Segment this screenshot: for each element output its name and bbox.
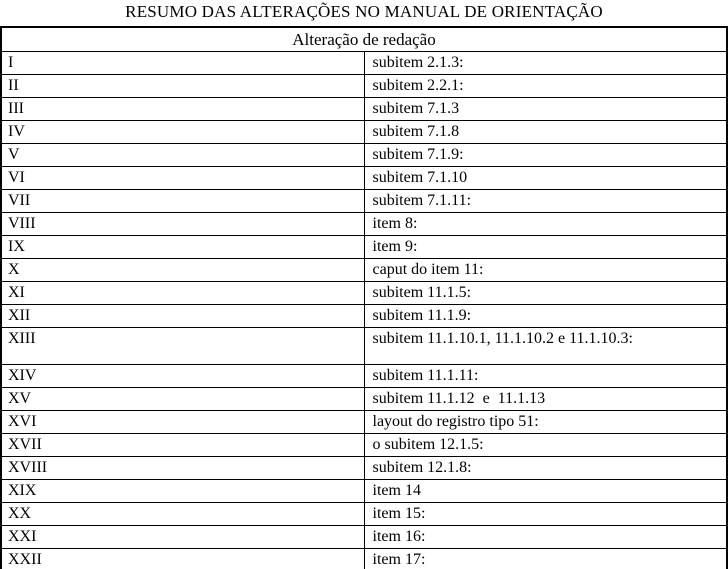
row-description: subitem 7.1.3: [364, 98, 727, 121]
table-row: [1, 503, 727, 526]
row-numeral: XIII: [1, 328, 364, 365]
alteracoes-table: [0, 26, 728, 569]
row-numeral: II: [1, 75, 364, 98]
table-row: [1, 167, 727, 190]
table-row: [1, 549, 727, 569]
table-header-row: [1, 27, 727, 52]
row-description: layout do registro tipo 51:: [364, 411, 727, 434]
row-description: subitem 11.1.12 e 11.1.13: [364, 388, 727, 411]
row-numeral: XI: [1, 282, 364, 305]
row-numeral: XIV: [1, 365, 364, 388]
table-row: [1, 365, 727, 388]
row-description: item 8:: [364, 213, 727, 236]
row-numeral: X: [1, 259, 364, 282]
table-row: [1, 434, 727, 457]
table-row: [1, 98, 727, 121]
row-numeral: XVI: [1, 411, 364, 434]
row-numeral: XVIII: [1, 457, 364, 480]
table-row: [1, 236, 727, 259]
row-description: subitem 2.2.1:: [364, 75, 727, 98]
table-body: [1, 52, 727, 569]
row-description: item 17:: [364, 549, 727, 569]
table-row: [1, 411, 727, 434]
table-row: [1, 457, 727, 480]
table-row: [1, 190, 727, 213]
row-description: item 9:: [364, 236, 727, 259]
row-description: subitem 11.1.5:: [364, 282, 727, 305]
row-description: item 15:: [364, 503, 727, 526]
row-numeral: XIX: [1, 480, 364, 503]
row-description: subitem 11.1.9:: [364, 305, 727, 328]
table-row: [1, 75, 727, 98]
row-numeral: XXI: [1, 526, 364, 549]
row-description: subitem 7.1.9:: [364, 144, 727, 167]
row-numeral: IX: [1, 236, 364, 259]
row-description: subitem 7.1.10: [364, 167, 727, 190]
row-description: subitem 7.1.8: [364, 121, 727, 144]
table-row: [1, 305, 727, 328]
row-numeral: IV: [1, 121, 364, 144]
row-numeral: VI: [1, 167, 364, 190]
row-numeral: XX: [1, 503, 364, 526]
row-description: subitem 7.1.11:: [364, 190, 727, 213]
row-numeral: XXII: [1, 549, 364, 569]
table-header-label: Alteração de redação: [1, 27, 727, 52]
row-numeral: VIII: [1, 213, 364, 236]
table-row: [1, 121, 727, 144]
row-description: subitem 12.1.8:: [364, 457, 727, 480]
page-title: RESUMO DAS ALTERAÇÕES NO MANUAL DE ORIENTAÇÃO: [125, 2, 603, 21]
table-row: [1, 282, 727, 305]
row-numeral: III: [1, 98, 364, 121]
row-numeral: XII: [1, 305, 364, 328]
table-row: [1, 388, 727, 411]
row-description: item 16:: [364, 526, 727, 549]
table-row: [1, 52, 727, 75]
row-numeral: XV: [1, 388, 364, 411]
row-numeral: VII: [1, 190, 364, 213]
table-row: [1, 259, 727, 282]
row-description: o subitem 12.1.5:: [364, 434, 727, 457]
table-row: [1, 480, 727, 503]
row-numeral: XVII: [1, 434, 364, 457]
row-description: subitem 2.1.3:: [364, 52, 727, 75]
row-description: caput do item 11:: [364, 259, 727, 282]
table-row: [1, 144, 727, 167]
table-row: [1, 526, 727, 549]
table-row: [1, 328, 727, 365]
row-description: subitem 11.1.10.1, 11.1.10.2 e 11.1.10.3:: [364, 328, 727, 365]
row-description: item 14: [364, 480, 727, 503]
row-numeral: V: [1, 144, 364, 167]
row-description: subitem 11.1.11:: [364, 365, 727, 388]
row-numeral: I: [1, 52, 364, 75]
table-row: [1, 213, 727, 236]
